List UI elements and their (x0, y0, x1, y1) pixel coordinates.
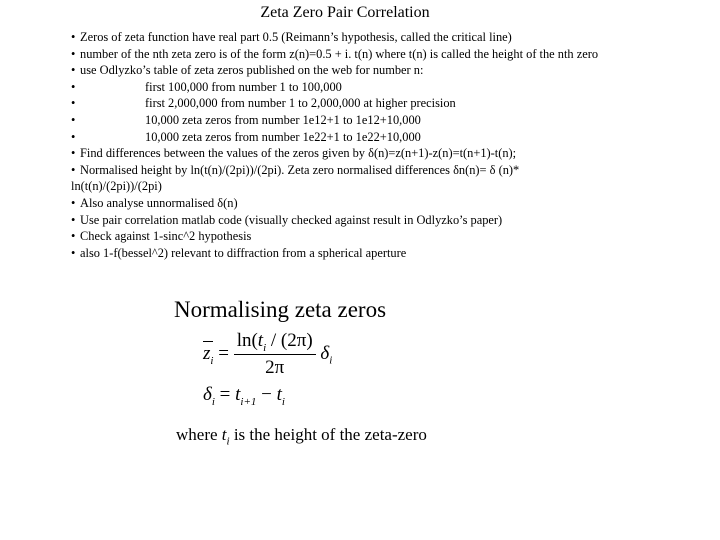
bullet-marker: • (71, 129, 76, 144)
eq1-denominator: 2π (265, 356, 285, 378)
bullet-marker: • (71, 79, 76, 94)
eq2-t1: t (235, 384, 241, 405)
bullet-item (71, 95, 611, 112)
bullet-text: first 100,000 from number 1 to 100,000 (145, 79, 342, 94)
bullet-text: Find differences between the values of the zeros given by δ(n)=z(n+1)-z(n)=t(n+1)-t(n); (80, 146, 517, 161)
where-sub: i (226, 435, 230, 448)
bullet-text: also 1-f(bessel^2) relevant to diffraction from a spherical aperture (80, 245, 407, 260)
eq1-fraction (234, 330, 316, 379)
bullet-item (71, 79, 611, 96)
bullet-item (71, 46, 611, 63)
bullet-marker: • (71, 63, 76, 78)
eq1-num-prefix: ln( (236, 330, 258, 351)
bullet-marker: • (71, 212, 76, 227)
eq1-num-var: t (257, 330, 264, 351)
bullet-marker: • (71, 195, 76, 210)
bullet-marker: • (71, 229, 76, 244)
eq1-lhs-sub: i (210, 354, 214, 367)
bullet-text: 10,000 zeta zeros from number 1e22+1 to 1e22+10,000 (145, 129, 421, 144)
eq2-lhs-sub: i (211, 395, 215, 408)
bullet-item (71, 129, 611, 146)
eq2-t2: t (276, 384, 282, 405)
eq1-rhs-var: δ (320, 342, 330, 364)
bullet-marker: • (71, 46, 76, 61)
eq1-num-sub: i (263, 341, 267, 354)
bullet-marker: • (71, 30, 76, 44)
eq1-lhs (203, 343, 213, 367)
bullet-text: Normalised height by ln(t(n)/(2pi))/(2pi). Zeta zero normalised differences δn(n)= δ (n)* ln(t(n)/(2pi))/(2pi) (71, 162, 520, 194)
bullet-text: number of the nth zeta zero is of the form z(n)=0.5 + i. t(n) where t(n) is called the height of the nth zero (80, 46, 599, 61)
eq1-num-suffix: / (2π) (266, 330, 313, 351)
equation-normalised-zero (203, 330, 332, 379)
eq1-lhs-var: z (203, 342, 211, 364)
bullet-item (71, 212, 611, 229)
overbar (203, 341, 213, 342)
bullet-text: use Odlyzko’s table of zeta zeros published on the web for number n: (80, 63, 424, 78)
eq2-t2-sub: i (281, 395, 285, 408)
bullet-marker: • (71, 112, 76, 127)
bullet-item (71, 145, 611, 162)
bullet-item (71, 245, 611, 262)
eq1-rhs-sub: i (329, 354, 333, 367)
bullet-marker: • (71, 245, 76, 260)
where-prefix: where (176, 425, 222, 444)
equation-difference (203, 384, 285, 408)
bullet-text: Also analyse unnormalised δ(n) (80, 195, 238, 210)
subheading: Normalising zeta zeros (174, 297, 387, 322)
eq1-numerator (234, 330, 316, 355)
bullet-text: first 2,000,000 from number 1 to 2,000,000 at higher precision (145, 96, 456, 111)
bullet-text: Use pair correlation matlab code (visually checked against result in Odlyzko’s paper) (80, 212, 503, 227)
bullet-item (71, 162, 611, 195)
bullet-item (71, 62, 611, 79)
bullet-item (71, 29, 611, 46)
bullet-list (71, 29, 611, 261)
bullet-text: Check against 1-sinc^2 hypothesis (80, 229, 252, 244)
bullet-item (71, 228, 611, 245)
bullet-text: Zeros of zeta function have real part 0.5 (Reimann’s hypothesis, called the critical line) (80, 30, 512, 44)
where-clause (176, 425, 427, 447)
bullet-item (71, 112, 611, 129)
bullet-marker: • (71, 162, 76, 177)
where-var: t (221, 425, 227, 444)
where-suffix: is the height of the zeta-zero (229, 425, 427, 444)
bullet-text: 10,000 zeta zeros from number 1e12+1 to 1e12+10,000 (145, 112, 421, 127)
bullet-marker: • (71, 96, 76, 111)
eq2-minus: − (256, 384, 277, 405)
eq2-lhs-var: δ (203, 384, 212, 405)
eq2-t1-sub: i+1 (240, 395, 257, 408)
bullet-item (71, 195, 611, 212)
eq2-equals: = (219, 384, 231, 405)
eq1-equals: = (218, 342, 229, 364)
bullet-marker: • (71, 146, 76, 161)
page-title: Zeta Zero Pair Correlation (260, 4, 430, 21)
